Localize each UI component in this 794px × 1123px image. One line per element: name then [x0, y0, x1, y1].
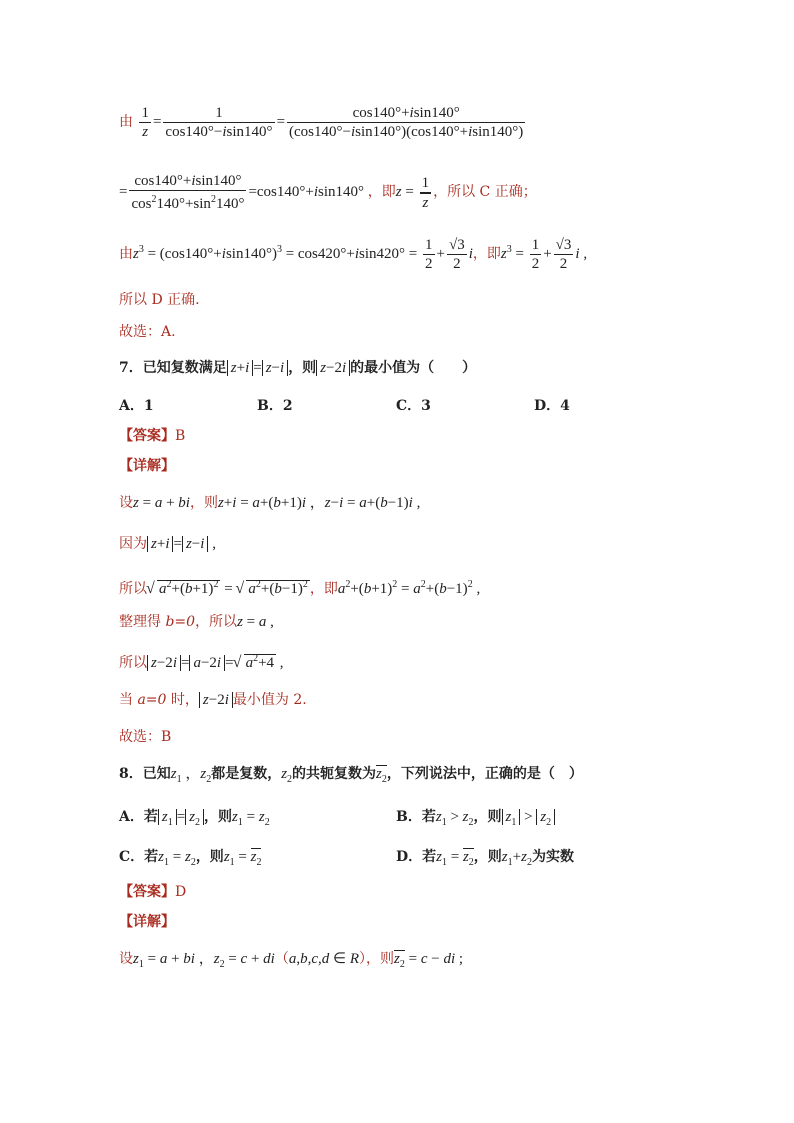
text: ，即 — [472, 245, 501, 262]
line-5: 故选：A. — [119, 324, 176, 340]
line-4: 所以 D 正确. — [119, 292, 200, 308]
q8-option-b: B．若$z_1 > z_2$，则 $z_1 > z_2$ — [396, 806, 555, 828]
q7-stem: 7．已知复数满足 z+i = z−i ，则 z−2i 的最小值为（ ） — [119, 360, 477, 376]
q8-detail-label: 【详解】 — [119, 914, 175, 930]
q7-option-a: A．1 — [119, 398, 154, 414]
q7-detail-label: 【详解】 — [119, 458, 175, 474]
q8-option-d: D．若$z_1 = z_2$，则$z_1+z_2$为实数 — [396, 849, 574, 868]
q7-step-4: 整理得 b=0，所以z = a , — [119, 614, 274, 630]
q8-answer: 【答案】D — [119, 884, 187, 900]
q8-option-a: A．若 $z_1 = z_2$ ，则$z_1 = z_2$ — [119, 809, 270, 828]
text: 由 — [119, 245, 133, 262]
q7-option-d: D．4 — [534, 398, 570, 414]
text: ，即 — [367, 183, 396, 200]
q7-step-5: 所以 z−2i = a−2i =√ $a^2+4$ , — [119, 649, 284, 673]
formula: $z^3 = (\cos 140^\circ+isin140^\circ)^3 = \cos 420^\circ+isin420^\circ$ = $\frac{1}{2}$ + $\frac{√3}{2}$ i — [133, 237, 473, 272]
line-2: = $\frac{\cos 140^\circ+isin140^\circ}{\cos^2140^\circ+\sin^2140^\circ}$ =cos140°+isin140° ，即z = $\frac{1}{z}$ ，所以 C 正确； — [119, 173, 537, 212]
q7-option-b: B．2 — [257, 398, 293, 414]
q7-step-3: 所以√ $a^2+(b+1)^2$ = √ $a^2+(b-1)^2$ ，即$a^2+(b+1)^2 = a^2+(b-1)^2$ , — [119, 575, 480, 599]
formula: $\frac{1}{z}$ = $\frac{1}{\cos 140^\circ-isin140^\circ}$ = $\frac{\cos 140^\circ+isin140^\circ}{(\cos 140^\circ-isin140^\circ)(\cos 140^\circ+isin140^\circ)}$ — [141, 105, 524, 140]
q8-option-c: C．若$z_1 = z_2$，则$z_1 = z_2$ — [119, 849, 262, 868]
text: ，所以 C 正确； — [433, 183, 537, 200]
formula: = $\frac{\cos 140^\circ+isin140^\circ}{\cos^2140^\circ+\sin^2140^\circ}$ =cos140°+isin140° — [119, 173, 368, 212]
q7-option-c: C．3 — [396, 398, 431, 414]
line-1 — [119, 104, 527, 141]
line-3: 由$z^3 = (\cos 140^\circ+isin140^\circ)^3 = \cos 420^\circ+isin420^\circ$ = $\frac{1}{2}$ + $\frac{√3}{2}$ i，即$z^3$ = $\frac{1}{2}$ + $\frac{√3}{2}$ i , — [119, 237, 588, 272]
q8-stem: 8．已知$z_1$ ，$z_2$都是复数，$z_2$的共轭复数为$z_2$，下列说法中，正确的是（ ） — [119, 766, 583, 785]
q7-step-1: 设z = a + bi，则z+i = a+(b+1)i ，z−i = a+(b−1)i , — [119, 495, 421, 511]
q7-answer: 【答案】B — [119, 428, 186, 444]
q7-step-2: 因为 z+i = z−i , — [119, 536, 216, 552]
q8-step-1: 设$z_1 = a$ + bi ，$z_2 = c + di(a,b,c,d$ ∈ R），则$z_2 = c$ − di ; — [119, 951, 464, 970]
text: 由 — [119, 113, 133, 130]
q7-step-7: 故选：B — [119, 729, 172, 745]
q7-step-6: 当 a=0 时， z−2i 最小值为 2. — [119, 692, 307, 708]
